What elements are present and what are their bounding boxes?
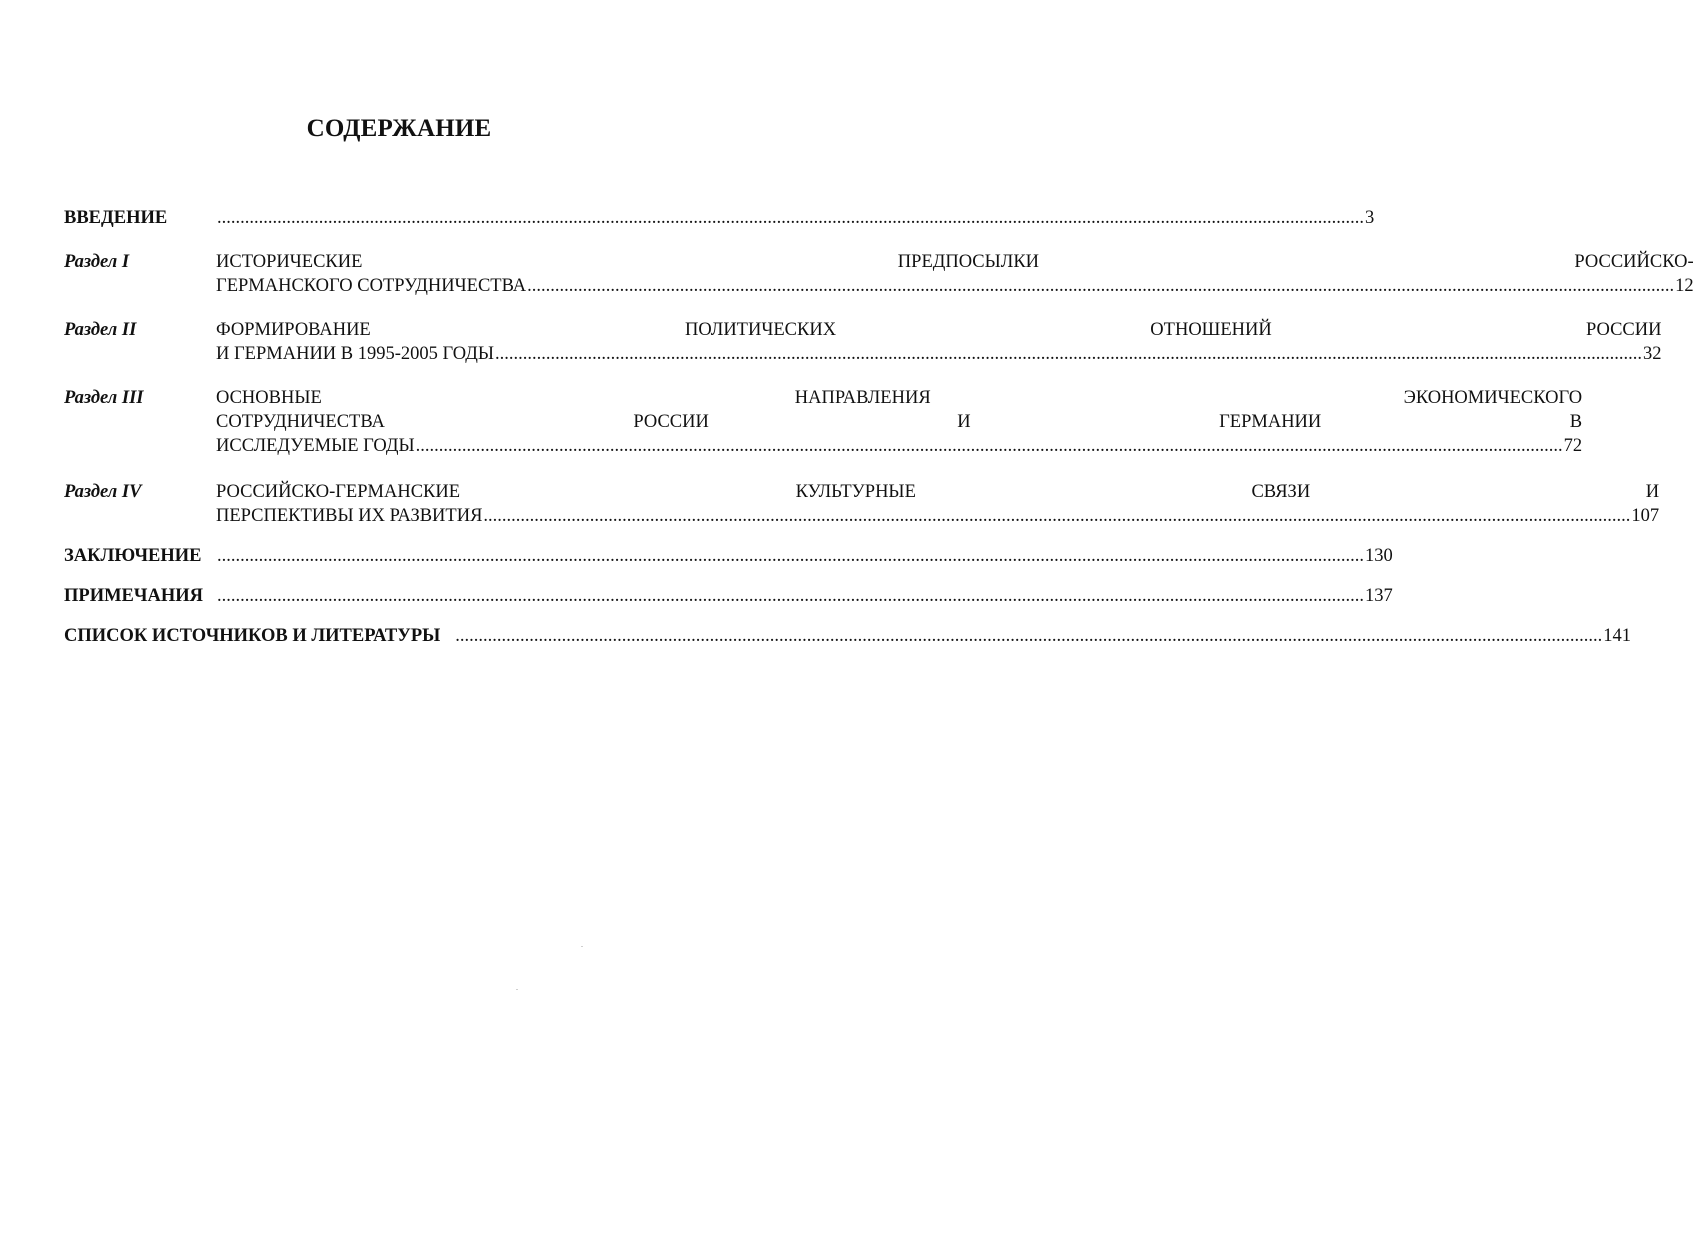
title-word: В — [1569, 412, 1583, 432]
title-word: ФОРМИРОВАНИЕ — [216, 320, 371, 340]
toc-label: ПРИМЕЧАНИЯ — [64, 586, 203, 606]
title-word: И — [957, 412, 971, 432]
title-word: ЭКОНОМИЧЕСКОГО — [1403, 388, 1583, 408]
title-word: РОССИИ — [1585, 320, 1662, 340]
toc-entry-conclusion[interactable] — [64, 544, 1393, 568]
title-word: СВЯЗИ — [1251, 482, 1311, 502]
title-word: ОСНОВНЫЕ — [216, 388, 322, 408]
table-of-contents — [64, 206, 1694, 648]
title-word: ПРЕДПОСЫЛКИ — [897, 252, 1040, 272]
toc-entry-section-4[interactable] — [64, 480, 1660, 528]
dot-leader — [483, 504, 1630, 528]
title-word: ИСТОРИЧЕСКИЕ — [216, 252, 363, 272]
title-word: РОССИЙСКО-ГЕРМАНСКИЕ — [216, 482, 461, 502]
dot-leader — [217, 206, 1364, 230]
page-number: 107 — [1631, 506, 1660, 526]
toc-label: ВВЕДЕНИЕ — [64, 208, 168, 228]
toc-entry-introduction[interactable] — [64, 206, 1375, 230]
page-number: 12 — [1675, 276, 1694, 296]
page-number: 137 — [1365, 586, 1393, 606]
title-word: НАПРАВЛЕНИЯ — [794, 388, 931, 408]
dot-leader — [455, 624, 1602, 648]
title-word: И — [1645, 482, 1660, 502]
page-title: СОДЕРЖАНИЕ — [306, 115, 492, 142]
toc-entry-bibliography[interactable] — [64, 624, 1632, 648]
toc-entry-section-3[interactable] — [64, 386, 1583, 458]
page-number: 72 — [1563, 436, 1583, 456]
scan-speck — [516, 989, 518, 990]
toc-label: ЗАКЛЮЧЕНИЕ — [64, 546, 202, 566]
title-word: ОТНОШЕНИЙ — [1150, 320, 1272, 340]
dot-leader — [217, 584, 1364, 608]
title-word: ПОЛИТИЧЕСКИХ — [684, 320, 837, 340]
toc-entry-section-1[interactable] — [64, 250, 1694, 298]
toc-entry-section-2[interactable] — [64, 318, 1662, 366]
dot-leader — [416, 434, 1563, 458]
page-number: 32 — [1642, 344, 1662, 364]
page-number: 141 — [1603, 626, 1632, 646]
title-word: РОССИЙСКО- — [1574, 252, 1694, 272]
title-text: ИССЛЕДУЕМЫЕ ГОДЫ — [216, 436, 415, 456]
title-text: И ГЕРМАНИИ В 1995-2005 ГОДЫ — [216, 344, 494, 364]
title-word: КУЛЬТУРНЫЕ — [795, 482, 916, 502]
dot-leader — [527, 274, 1674, 298]
dot-leader — [495, 342, 1642, 366]
toc-label: СПИСОК ИСТОЧНИКОВ И ЛИТЕРАТУРЫ — [64, 626, 441, 646]
toc-label: Раздел IV — [64, 482, 142, 502]
dot-leader — [217, 544, 1364, 568]
title-word: СОТРУДНИЧЕСТВА — [216, 412, 385, 432]
title-word: РОССИИ — [633, 412, 709, 432]
toc-label: Раздел III — [64, 388, 144, 408]
page-number: 130 — [1365, 546, 1393, 566]
scan-speck — [581, 946, 583, 947]
title-text: ГЕРМАНСКОГО СОТРУДНИЧЕСТВА — [216, 276, 527, 296]
toc-entry-notes[interactable] — [64, 584, 1393, 608]
title-text: ПЕРСПЕКТИВЫ ИХ РАЗВИТИЯ — [216, 506, 483, 526]
toc-label: Раздел II — [64, 320, 137, 340]
title-word: ГЕРМАНИИ — [1219, 412, 1322, 432]
toc-label: Раздел I — [64, 252, 130, 272]
page-number: 3 — [1365, 208, 1375, 228]
